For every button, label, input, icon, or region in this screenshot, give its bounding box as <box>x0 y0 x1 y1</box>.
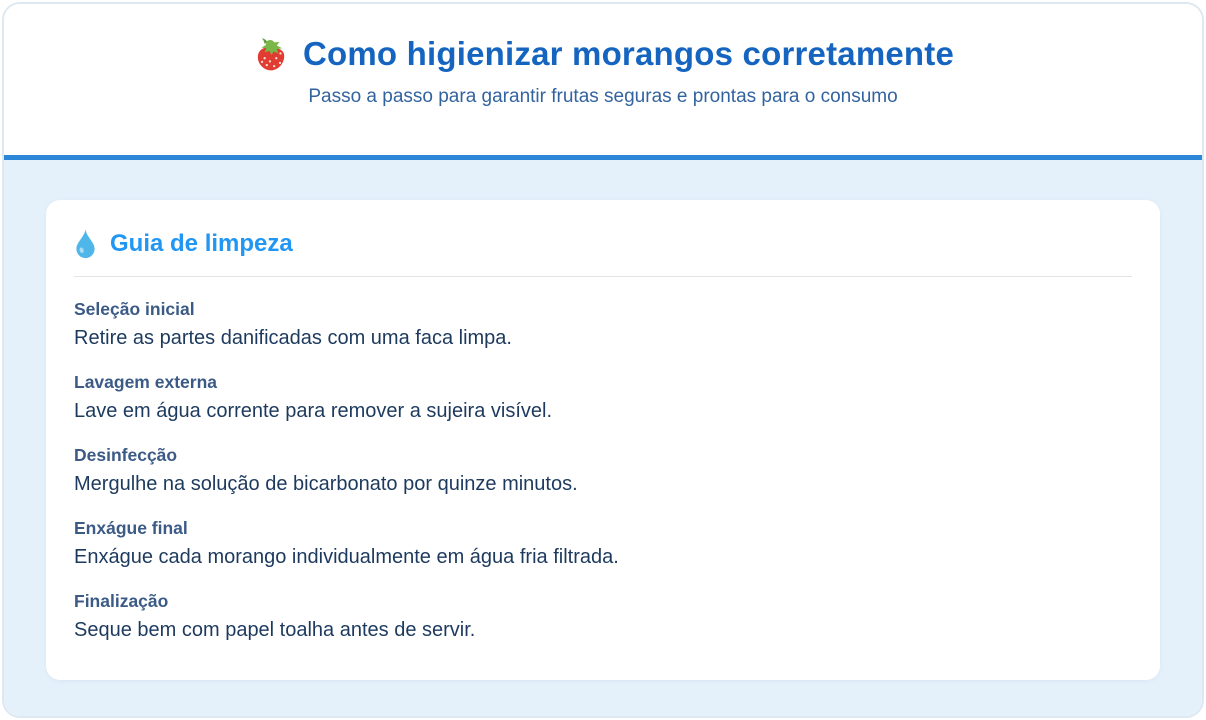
step-description: Enxágue cada morango individualmente em água fria filtrada. <box>74 546 619 568</box>
step-label: Finalização <box>74 591 169 611</box>
step-item <box>74 445 1132 496</box>
page-container <box>2 2 1204 718</box>
step-item <box>74 299 1132 350</box>
step-description: Retire as partes danificadas com uma faca limpa. <box>74 327 512 349</box>
card-heading-row <box>74 228 1132 259</box>
step-label: Desinfecção <box>74 445 178 465</box>
step-description: Lave em água corrente para remover a sujeira visível. <box>74 400 553 422</box>
step-item <box>74 591 1132 642</box>
page-title: Como higienizar morangos corretamente <box>302 35 955 72</box>
strawberry-icon <box>252 35 290 73</box>
card-heading: Guia de limpeza <box>110 229 293 257</box>
cleaning-guide-card <box>46 200 1160 680</box>
step-label: Lavagem externa <box>74 372 217 392</box>
title-row <box>4 35 1202 73</box>
step-description: Seque bem com papel toalha antes de servir. <box>74 619 476 641</box>
step-description: Mergulhe na solução de bicarbonato por quinze minutos. <box>74 473 578 495</box>
step-label: Seleção inicial <box>74 299 195 319</box>
step-item <box>74 518 1132 569</box>
content-area <box>4 160 1202 718</box>
page-subtitle: Passo a passo para garantir frutas seguras e prontas para o consumo <box>308 86 898 107</box>
step-item <box>74 372 1132 423</box>
page-header <box>4 4 1202 155</box>
water-drop-icon <box>74 228 97 259</box>
step-label: Enxágue final <box>74 518 188 538</box>
card-divider <box>74 276 1132 277</box>
